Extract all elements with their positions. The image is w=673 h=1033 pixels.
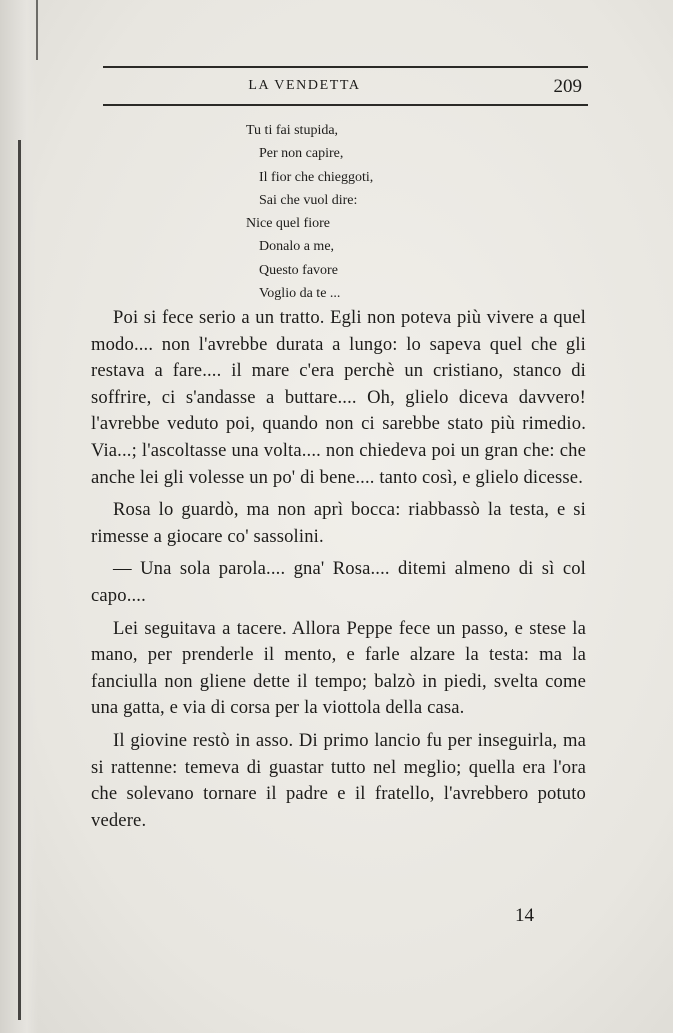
paragraph: Rosa lo guardò, ma non aprì bocca: riabbassò la testa, e si rimesse a giocare co' sassolini. <box>91 499 586 547</box>
verse-line: Nice quel fiore <box>246 216 330 232</box>
header-rule-bottom <box>103 104 588 106</box>
body-text <box>91 305 586 840</box>
verse-line: Per non capire, <box>259 146 344 162</box>
verse-line: Voglio da te ... <box>259 286 341 302</box>
verse-line: Tu ti fai stupida, <box>246 123 339 138</box>
verse-line: Sai che vuol dire: <box>259 192 358 208</box>
paragraph: Il giovine restò in asso. Di primo lancio fu per inseguirla, ma si rattenne: temeva di guastar tutto nel meglio; quella era l'ora che solevano tornare il padre e il fratello, l'avrebbero potuto vedere. <box>91 729 586 831</box>
verse-line: Il fior che chieggoti, <box>259 169 374 185</box>
running-header <box>103 62 588 110</box>
paragraph: Poi si fece serio a un tratto. Egli non poteva più vivere a quel modo.... non l'avrebbe durata a lungo: lo sapeva quel che gli restava a fare.... il mare c'era perchè un cristiano, stanco di soffrire, ci s'andasse a buttare.... Oh, glielo diceva davvero! l'avrebbe veduto poi, quando non ci sarebbe stato più rimedio. Via...; l'ascoltasse una volta.... non chiedeva poi un gran che: che anche lei gli volesse un po' di bene.... tanto così, e glielo dicesse. <box>91 307 586 488</box>
verse-line: Donalo a me, <box>259 239 335 255</box>
paragraph: — Una sola parola.... gna' Rosa.... ditemi almeno di sì col capo.... <box>91 558 586 606</box>
binding-shadow <box>18 140 21 1020</box>
signature-mark: 14 <box>515 905 534 926</box>
binding-shadow-top <box>36 0 38 60</box>
page-number: 209 <box>553 76 582 97</box>
header-rule-top <box>103 66 588 68</box>
paragraph: Lei seguitava a tacere. Allora Peppe fece un passo, e stese la mano, per prenderle il mento, e farle alzare la testa: ma la fanciulla non gliene dette il tempo; balzò in piedi, svelta come una gatta, e via di corsa per la viottola della casa. <box>91 617 586 719</box>
verse-line: Questo favore <box>259 262 338 278</box>
running-title: LA VENDETTA <box>248 78 361 93</box>
song-verse <box>246 119 373 305</box>
